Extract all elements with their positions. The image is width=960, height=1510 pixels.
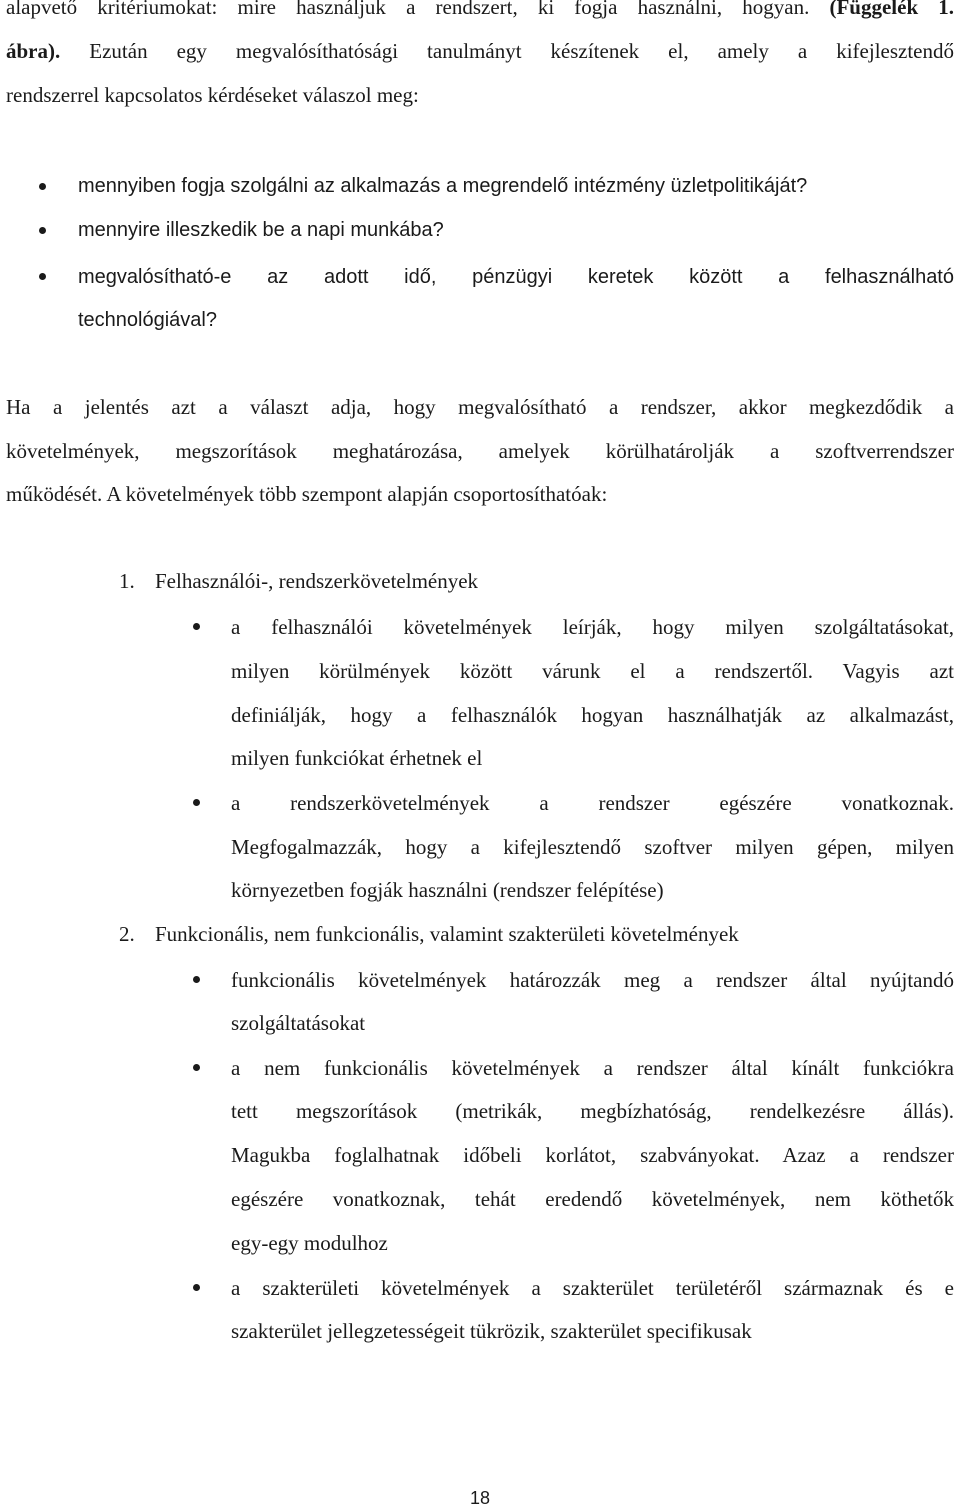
section-1-item-1-line-3: definiálják, hogy a felhasználók hogyan használhatják az alkalmazást, [231, 703, 954, 727]
section-2-title: Funkcionális, nem funkcionális, valamint szakterületi követelmények [155, 922, 739, 946]
bullet-icon [193, 799, 200, 806]
section-2-item-2-line-4: egészére vonatkoznak, tehát eredendő követelmények, nem köthetők [231, 1187, 954, 1211]
section-1-title: Felhasználói-, rendszerkövetelmények [155, 569, 479, 593]
question-1: mennyiben fogja szolgálni az alkalmazás a megrendelő intézmény üzletpolitikáját? [78, 175, 808, 197]
question-3: megvalósítható-e az adott idő, pénzügyi keretek között a felhasználható [78, 266, 954, 288]
section-2-item-2-line-2: tett megszorítások (metrikák, megbízhatóság, rendelkezésre állás). [231, 1099, 954, 1123]
section-1-item-1-line-1: a felhasználói követelmények leírják, hogy milyen szolgáltatásokat, [231, 615, 954, 639]
intro-line-1: alapvető kritériumokat: mire használjuk a rendszert, ki fogja használni, hogyan. (Függelék 1. [6, 0, 955, 19]
intro-line-2: ábra). Ezután egy megvalósíthatósági tanulmányt készítenek el, amely a kifejlesztendő [6, 39, 955, 63]
intro-line-3: rendszerrel kapcsolatos kérdéseket válaszol meg: [6, 83, 419, 107]
section-1-item-1-line-4: milyen funkciókat érhetnek el [231, 746, 483, 770]
section-2-item-2-line-1: a nem funkcionális követelmények a rendszer által kínált funkciókra [231, 1056, 954, 1080]
section-2-item-2-line-3: Magukba foglalhatnak időbeli korlátot, szabványokat. Azaz a rendszer [231, 1143, 954, 1167]
paragraph-line-3: működését. A követelmények több szempont alapján csoportosíthatóak: [6, 482, 608, 506]
bullet-icon [39, 273, 46, 280]
paragraph-line-1: Ha a jelentés azt a választ adja, hogy megvalósítható a rendszer, akkor megkezdődik a [6, 395, 954, 419]
question-3-cont: technológiával? [78, 309, 217, 331]
page-number: 18 [469, 1488, 491, 1508]
section-2-item-1-line-1: funkcionális követelmények határozzák meg a rendszer által nyújtandó [231, 968, 954, 992]
section-1-number: 1. [119, 569, 135, 593]
section-2-item-3-line-1: a szakterületi követelmények a szakterület területéről származnak és e [231, 1276, 954, 1300]
bullet-icon [39, 227, 46, 234]
section-1-item-2-line-3: környezetben fogják használni (rendszer felépítése) [231, 878, 664, 902]
section-2-item-3-line-2: szakterület jellegzetességeit tükrözik, szakterület specifikusak [231, 1319, 752, 1343]
bullet-icon [39, 183, 46, 190]
question-2: mennyire illeszkedik be a napi munkába? [78, 219, 444, 241]
section-2-number: 2. [119, 922, 135, 946]
bullet-icon [193, 1064, 200, 1071]
paragraph-line-2: követelmények, megszorítások meghatározása, amelyek körülhatárolják a szoftverrendszer [6, 439, 954, 463]
section-2-item-2-line-5: egy-egy modulhoz [231, 1231, 388, 1255]
section-1-item-1-line-2: milyen körülmények között várunk el a rendszertől. Vagyis azt [231, 659, 954, 683]
bullet-icon [193, 623, 200, 630]
bullet-icon [193, 1284, 200, 1291]
section-1-item-2-line-1: a rendszerkövetelmények a rendszer egészére vonatkoznak. [231, 791, 954, 815]
section-1-item-2-line-2: Megfogalmazzák, hogy a kifejlesztendő szoftver milyen gépen, milyen [231, 835, 954, 859]
section-2-item-1-line-2: szolgáltatásokat [231, 1011, 366, 1035]
bullet-icon [193, 976, 200, 983]
